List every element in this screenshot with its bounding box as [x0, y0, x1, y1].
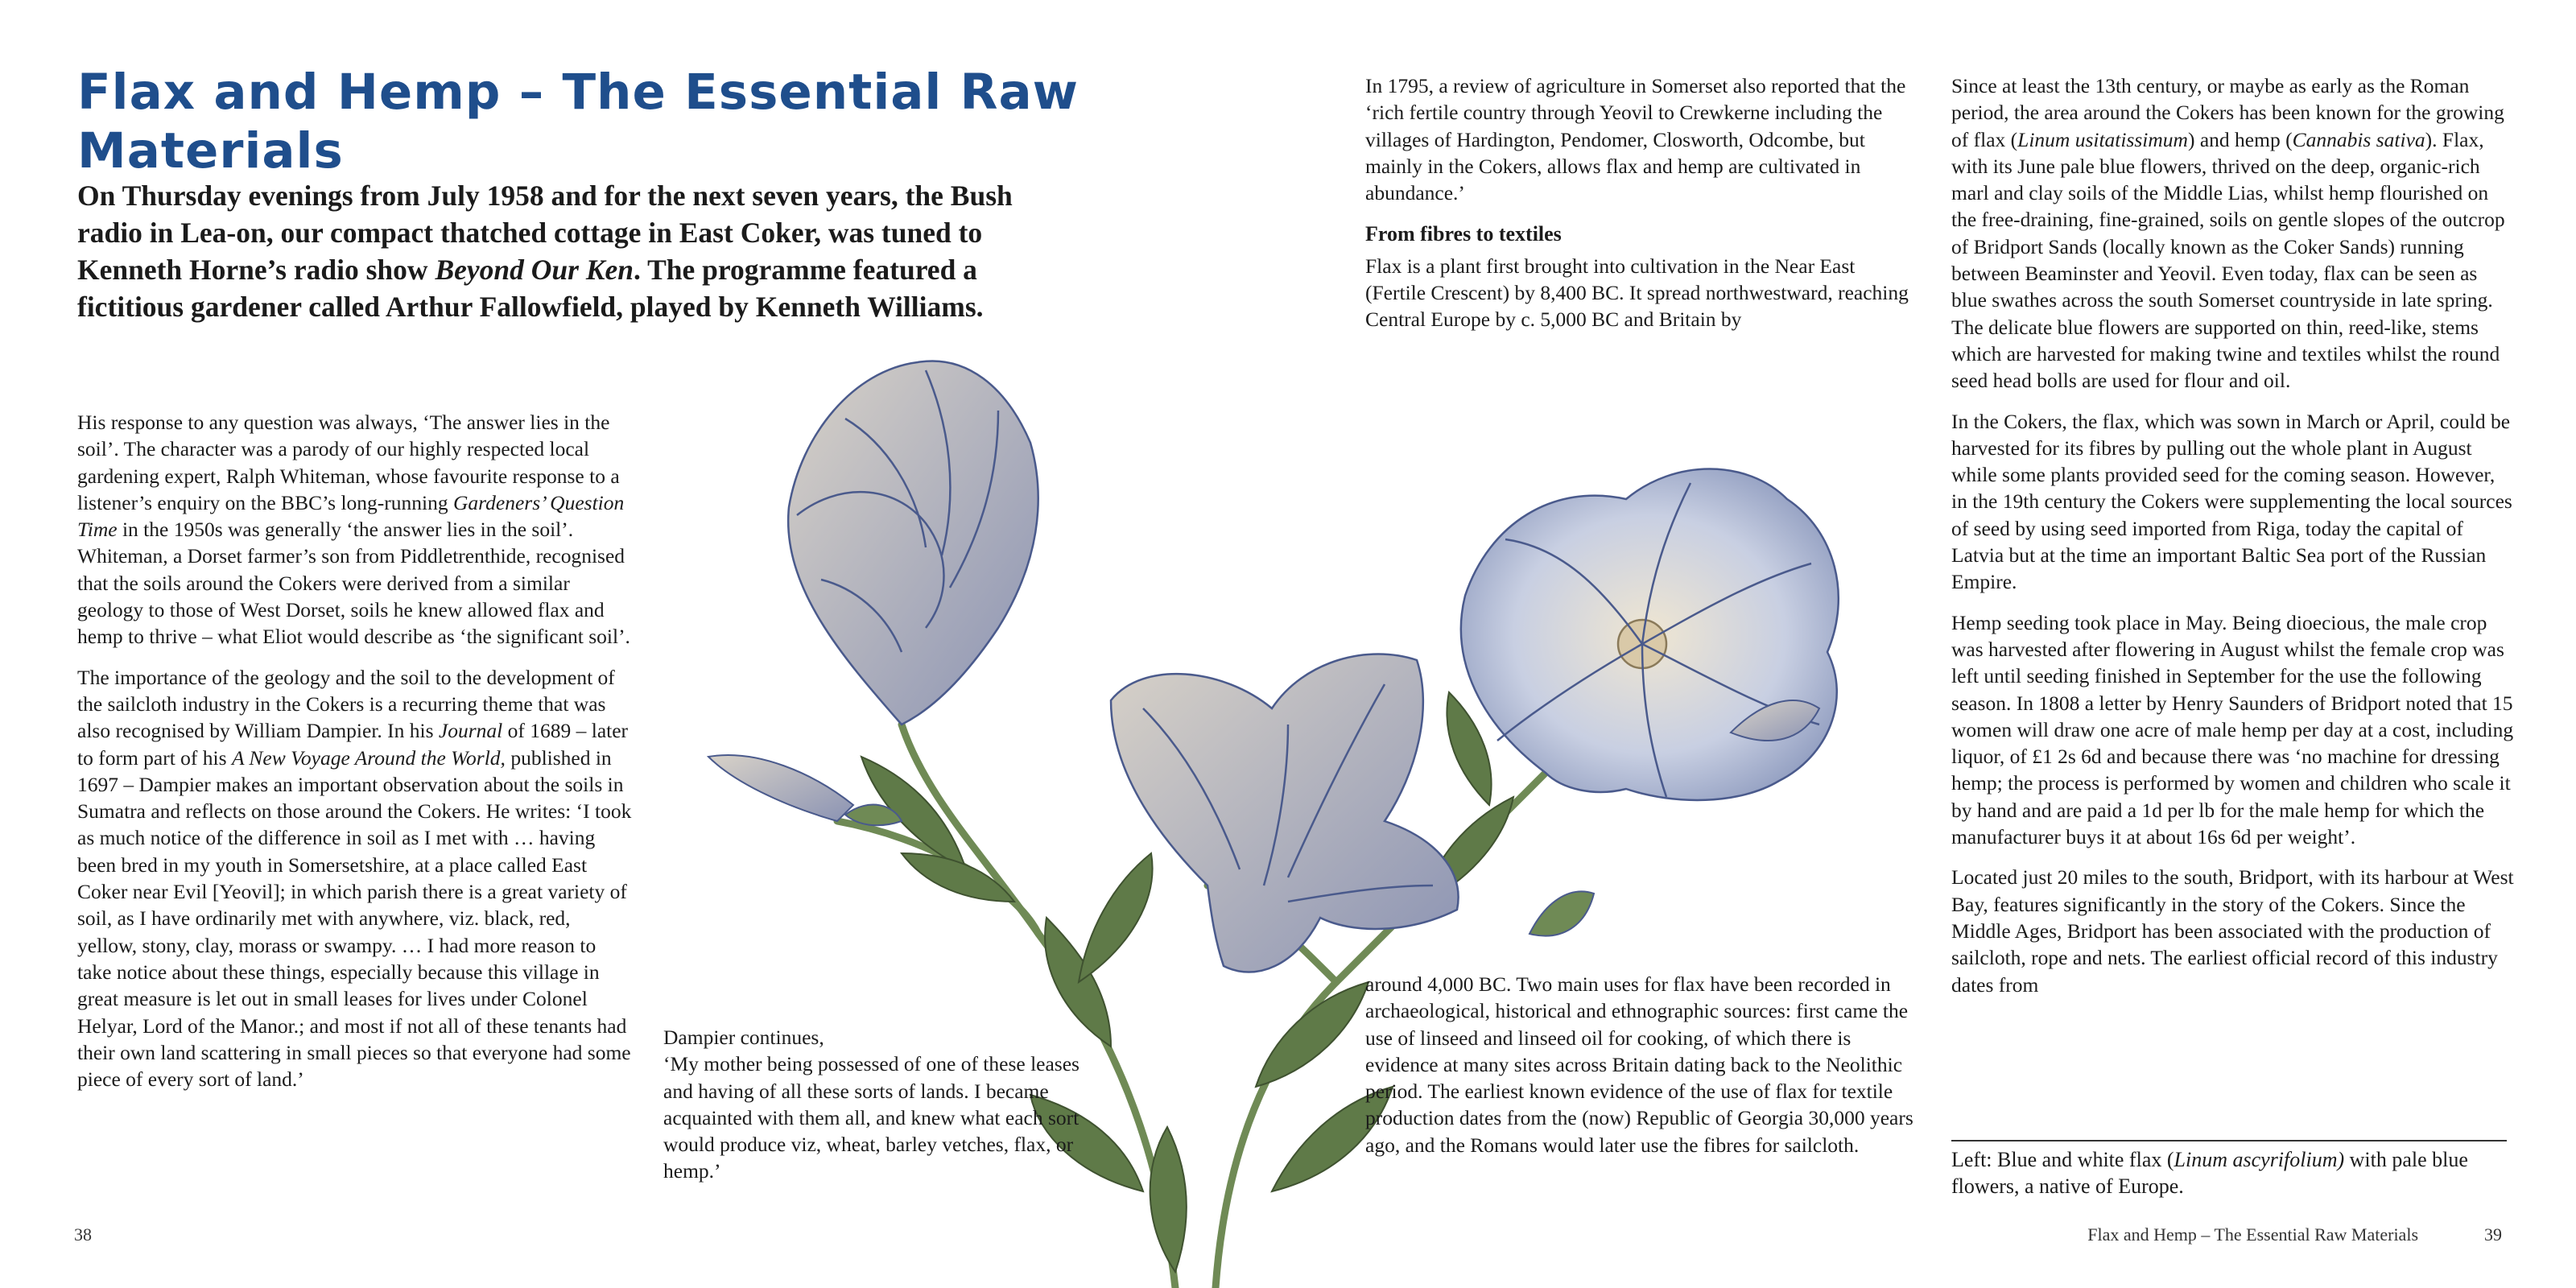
body-column-3-top: [1365, 72, 1913, 333]
italic-title: A New Voyage Around the World,: [231, 745, 506, 770]
text-run: Left: Blue and white flax (: [1951, 1148, 2174, 1171]
text-run: The importance of the geology and the soil to the development of the sailcloth industry in the Cokers is a recurring theme that was also recognised by William Dampier. In his: [77, 665, 615, 743]
italic-species: Linum usitatissimum: [2017, 127, 2188, 151]
lead-show-title: Beyond Our Ken: [435, 254, 634, 286]
paragraph: around 4,000 BC. Two main uses for flax have been recorded in archaeological, historical and ethnographic sources: first came the use of linseed and linseed oil for cooking, of which there is evidence at many sites across Britain dating back to the Neolithic period. The earliest known evidence of the use of flax for textile production dates from the (now) Republic of Georgia 30,000 years ago, and the Romans would later use the fibres for sailcloth.: [1365, 972, 1913, 1157]
caption-divider: [1951, 1140, 2507, 1141]
text-run: with pale blue flowers, a native of Europe.: [1951, 1148, 2468, 1198]
lead-paragraph: [77, 177, 1027, 325]
text-run: Since at least the 13th century, or maybe as early as the Roman period, the area around the Cokers has been known for the growing of flax (: [1951, 74, 2504, 151]
paragraph: [1951, 72, 2515, 394]
text-run: published in 1697 – Dampier makes an important observation about the soils in Sumatra and reflects on those around the Cokers. He writes: ‘I took as much notice of the difference in soil as I met with … having been bred in my youth in Somersetshire, at a place called East Coker near Evil [Yeovil]; in which parish there is a great variety of soil, as I have ordinarily met with anywhere, viz. black, red, yellow, stony, clay, morass or swampy. … I had more reason to take notice about these things, especially because this village in great measure is let out in small leases for lives under Colonel Helyar, Lord of the Manor.; and most if not all of these tenants had their own land scattering in small pieces so that everyone had some piece of every sort of land.’: [77, 745, 632, 1092]
paragraph: Hemp seeding took place in May. Being dioecious, the male crop was harvested after flowering in August whilst the female crop was left until seeding finished in September for the use the following season. In 1808 a letter by Henry Saunders of Bridport noted that 15 women will draw one acre of male hemp per day at a cost, including liquor, of £1 2s 6d and because there was ‘no machine for dressing hemp; the process is performed by women and children who scale it by hand and are paid a 1d per lb for the male hemp for which the manufacturer buys it at about 16s 6d per weight’.: [1951, 610, 2514, 849]
paragraph: In the Cokers, the flax, which was sown in March or April, could be harvested for its fibres by pulling out the whole plant in August while some plants provided seed for the coming season. However, in the 19th century the Cokers were supplementing the local sources of seed by using seed imported from Riga, today the capital of Latvia but at the time an important Baltic Sea port of the Russian Empire.: [1951, 409, 2512, 594]
text-run: in the 1950s was generally ‘the answer lies in the soil’. Whiteman, a Dorset farmer’s son from Piddletrenthide, recognised that the soils around the Cokers were derived from a similar geology to those of West Dorset, soils he knew allowed flax and hemp to thrive – what Eliot would describe as ‘the significant soil’.: [77, 518, 630, 649]
paragraph: In 1795, a review of agriculture in Somerset also reported that the ‘rich fertile country through Yeovil to Crewkerne including the villages of Hardington, Pendomer, Closworth, Odcombe, but mainly in the Cokers, allows flax and hemp are cultivated in abundance.’: [1365, 74, 1906, 205]
italic-title: Gardeners’ Question Time: [77, 490, 625, 542]
running-head: Flax and Hemp – The Essential Raw Materials: [2087, 1224, 2418, 1245]
italic-species: Linum ascyrifolium): [2174, 1148, 2345, 1171]
text-run: His response to any question was always, ‘The answer lies in the soil’. The character was a parody of our highly respected local gardening expert, Ralph Whiteman, whose favourite response to a listener’s enquiry on the BBC’s long-running: [77, 411, 620, 514]
figure-caption: [1951, 1146, 2515, 1199]
section-subhead: From fibres to textiles: [1365, 222, 1562, 246]
paragraph: Located just 20 miles to the south, Bridport, with its harbour at West Bay, features significantly in the story of the Cokers. Since the Middle Ages, Bridport has been associated with the production of sailcloth, rope and nets. The earliest official record of this industry dates from: [1951, 865, 2514, 997]
page-title: Flax and Hemp – The Essential Raw Materials: [77, 64, 1080, 180]
body-column-3-bottom: [1365, 971, 1921, 1158]
italic-title: Journal: [438, 719, 503, 743]
page-number-left: 38: [74, 1224, 92, 1245]
paragraph: Flax is a plant first brought into cultivation in the Near East (Fertile Crescent) by 8,400 BC. It spread northwestward, reaching Central Europe by c. 5,000 BC and Britain by: [1365, 254, 1909, 332]
lead-text-2: . The programme featured a fictitious gardener called Arthur Fallowfield, played by Kenneth Williams.: [77, 254, 984, 323]
body-column-4: [1951, 72, 2515, 998]
paragraph: [77, 664, 633, 1093]
paragraph: Dampier continues,: [663, 1026, 824, 1049]
page-number-right: 39: [2484, 1224, 2502, 1245]
italic-species: Cannabis sativa: [2292, 127, 2425, 151]
body-column-1: [77, 409, 633, 1092]
paragraph: [77, 409, 633, 650]
text-run: of 1689 – later to form part of his: [77, 719, 629, 770]
text-run: ). Flax, with its June pale blue flowers, thrived on the deep, organic-rich marl and clay soils of the Middle Lias, whilst hemp flourished on the free-draining, fine-grained, soils on gentle slopes of the outcrop of Bridport Sands (locally known as the Coker Sands) running between Beaminster and Yeovil. Even today, flax can be seen as blue swathes across the south Somerset countryside in late spring. The delicate blue flowers are supported on thin, reed-like, stems which are harvested for making twine and textiles whilst the round seed head bolls are used for flour and oil.: [1951, 127, 2505, 393]
quote-paragraph: ‘My mother being possessed of one of these leases and having of all these sorts of lands. I became acquainted with them all, and knew what each sort would produce viz, wheat, barley vetches, flax, or hemp.’: [663, 1052, 1080, 1183]
body-column-2: [663, 1024, 1098, 1185]
lead-text-1: On Thursday evenings from July 1958 and for the next seven years, the Bush radio in Lea-on, our compact thatched cottage in East Coker, was tuned to Kenneth Horne’s radio show: [77, 180, 1013, 286]
text-run: ) and hemp (: [2187, 127, 2293, 151]
